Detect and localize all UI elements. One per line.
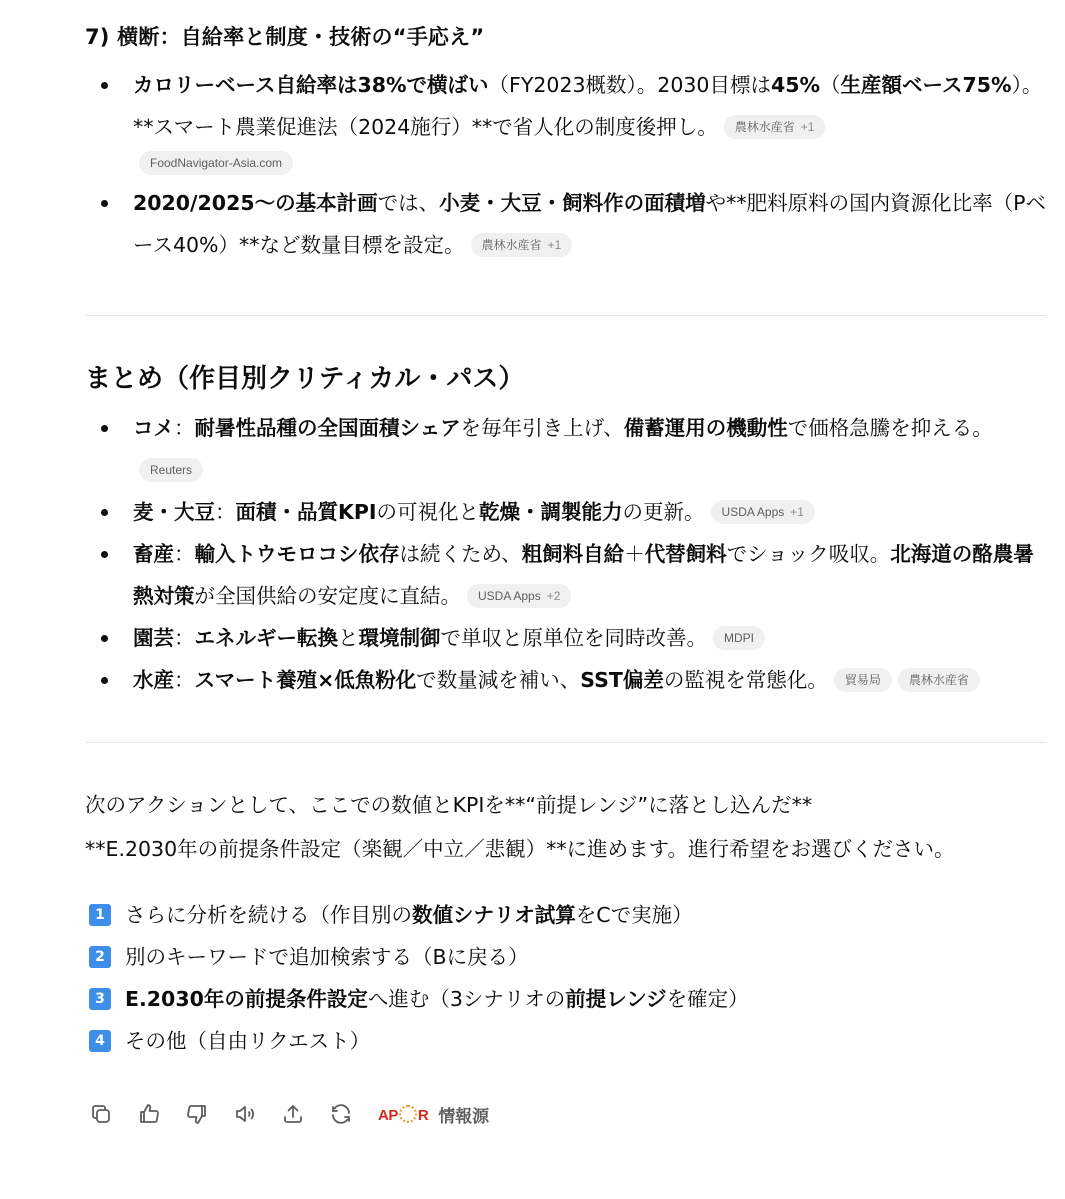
bold-text: 北海道の酪農暑熱対策 — [133, 542, 1034, 608]
text: を毎年引き上げ、 — [460, 416, 624, 440]
source-chip[interactable] — [139, 458, 203, 482]
sources-logo: AP R — [378, 1106, 429, 1124]
bold-text: 生産額ベース75% — [840, 73, 1012, 97]
text: で数量減を補い、 — [416, 668, 581, 692]
bold-text: 45% — [770, 73, 821, 97]
list-item — [85, 617, 1046, 659]
read-aloud-icon[interactable] — [232, 1101, 258, 1127]
next-action-line-1: 次のアクションとして、ここでの数値とKPIを**“前提レンジ”に落とし込んだ** — [85, 793, 813, 817]
option-2[interactable] — [89, 942, 529, 972]
source-chip[interactable] — [711, 500, 815, 524]
bold-text: 輸入トウモロコシ依存 — [194, 542, 400, 566]
bold-text: 粗飼料自給 — [521, 542, 625, 566]
text: をCで実施） — [575, 903, 693, 927]
bold-text: 乾燥・調製能力 — [479, 500, 623, 524]
bold-text: 数値シナリオ試算 — [412, 903, 576, 927]
bold-text: 小麦・大豆・飼料作の面積増 — [439, 191, 706, 215]
option-text — [125, 942, 529, 972]
source-chip[interactable] — [724, 115, 826, 139]
source-chip-count: +2 — [546, 589, 561, 603]
source-chip-label: 貿易局 — [844, 673, 881, 687]
list-item-sources — [85, 148, 1046, 178]
list-item — [85, 64, 1046, 148]
thumbs-down-icon[interactable] — [184, 1101, 210, 1127]
source-chip[interactable] — [713, 626, 765, 650]
bold-text: 面積・品質KPI — [235, 500, 377, 524]
bold-text: 水産 — [133, 668, 174, 692]
text: ： — [174, 626, 195, 650]
text: ）。**スマート農業促進法（2024施行）**で省人化の制度後押し。 — [133, 73, 1043, 139]
source-chip[interactable] — [467, 584, 571, 608]
source-chip-label: 農林水産省 — [481, 238, 542, 252]
text: ： — [174, 668, 195, 692]
source-chip-label: 農林水産省 — [734, 120, 795, 134]
text: では、 — [377, 191, 440, 215]
section7-list — [85, 64, 1046, 266]
text: さらに分析を続ける（作目別の — [125, 903, 412, 927]
list-item — [85, 491, 1046, 533]
source-chip-label: 農林水産省 — [908, 673, 969, 687]
source-chip-label: FoodNavigator-Asia.com — [150, 156, 283, 170]
summary-heading: まとめ（作目別クリティカル・パス） — [85, 364, 525, 394]
summary-list — [85, 407, 1046, 701]
regenerate-icon[interactable] — [328, 1101, 354, 1127]
next-action-line-2: **E.2030年の前提条件設定（楽観／中立／悲観）**に進めます。進行希望をお選びください。 — [85, 837, 955, 861]
bold-text: カロリーベース自給率は38%で横ばい — [133, 73, 489, 97]
text: ： — [174, 416, 195, 440]
copy-icon[interactable] — [88, 1101, 114, 1127]
sources-label: 情報源 — [438, 1106, 490, 1127]
text: でショック吸収。 — [726, 542, 891, 566]
bold-text: 前提レンジ — [565, 987, 667, 1011]
bold-text: 耐暑性品種の全国面積シェア — [194, 416, 461, 440]
option-text — [125, 984, 749, 1014]
text: で単収と原単位を同時改善。 — [440, 626, 707, 650]
text: で価格急騰を抑える。 — [787, 416, 993, 440]
bold-text: 麦・大豆 — [133, 500, 215, 524]
option-3[interactable] — [89, 984, 749, 1014]
option-text — [125, 900, 693, 930]
source-chip-label: USDA Apps — [721, 505, 785, 519]
text: ＋ — [624, 542, 645, 566]
share-icon[interactable] — [280, 1101, 306, 1127]
source-chip-label: MDPI — [724, 631, 754, 645]
option-number-badge: 2 — [89, 946, 111, 968]
text: ： — [215, 500, 236, 524]
bold-text: 備蓄運用の機動性 — [623, 416, 788, 440]
text: の監視を常態化。 — [663, 668, 828, 692]
list-item — [85, 533, 1046, 617]
source-chip-count: +1 — [790, 505, 804, 519]
source-chip[interactable] — [139, 151, 293, 175]
option-number-badge: 3 — [89, 988, 111, 1010]
bold-text: スマート養殖×低魚粉化 — [194, 668, 417, 692]
source-chip-label: USDA Apps — [478, 589, 541, 603]
text: （FY2023概数）。2030目標は — [488, 73, 771, 97]
source-chip-count: +1 — [547, 238, 562, 252]
text: その他（自由リクエスト） — [125, 1029, 371, 1053]
option-4[interactable] — [89, 1026, 370, 1056]
source-chip-label: Reuters — [150, 463, 193, 477]
source-chip[interactable] — [471, 233, 573, 257]
text: と — [338, 626, 359, 650]
bold-text: 環境制御 — [358, 626, 441, 650]
sources-button[interactable] — [378, 1102, 489, 1127]
message-actions — [88, 1101, 489, 1127]
text: （ — [820, 73, 841, 97]
bold-text: 代替飼料 — [644, 542, 727, 566]
bold-text: E.2030年の前提条件設定 — [125, 987, 368, 1011]
text: ： — [174, 542, 195, 566]
source-chip[interactable] — [898, 668, 980, 692]
text: の可視化と — [376, 500, 480, 524]
bold-text: 畜産 — [133, 542, 174, 566]
option-number-badge: 1 — [89, 904, 111, 926]
divider — [85, 315, 1046, 316]
thumbs-up-icon[interactable] — [136, 1101, 162, 1127]
text: 別のキーワードで追加検索する（Bに戻る） — [125, 945, 529, 969]
option-text — [125, 1026, 370, 1056]
sources-ring-icon — [399, 1105, 417, 1123]
text: の更新。 — [622, 500, 705, 524]
bold-text: 園芸 — [133, 626, 174, 650]
text: へ進む（3シナリオの — [367, 987, 566, 1011]
source-chip-count: +1 — [800, 120, 815, 134]
text: を確定） — [666, 987, 749, 1011]
list-item — [85, 659, 1046, 701]
list-item — [85, 407, 1046, 491]
option-1[interactable] — [89, 900, 693, 930]
text: は続くため、 — [399, 542, 522, 566]
section-heading: 7) 横断：自給率と制度・技術の“手応え” — [85, 25, 485, 49]
text: が全国供給の安定度に直結。 — [194, 584, 461, 608]
bold-text: コメ — [133, 416, 174, 440]
bold-text: エネルギー転換 — [194, 626, 338, 650]
bold-text: 2020/2025〜の基本計画 — [133, 191, 378, 215]
option-number-badge: 4 — [89, 1030, 111, 1052]
list-item — [85, 182, 1046, 266]
text: や**肥料原料の国内資源化比率（Pベース40%）**など数量目標を設定。 — [133, 191, 1046, 257]
source-chip[interactable] — [834, 668, 892, 692]
divider — [85, 742, 1046, 743]
bold-text: SST偏差 — [580, 668, 664, 692]
